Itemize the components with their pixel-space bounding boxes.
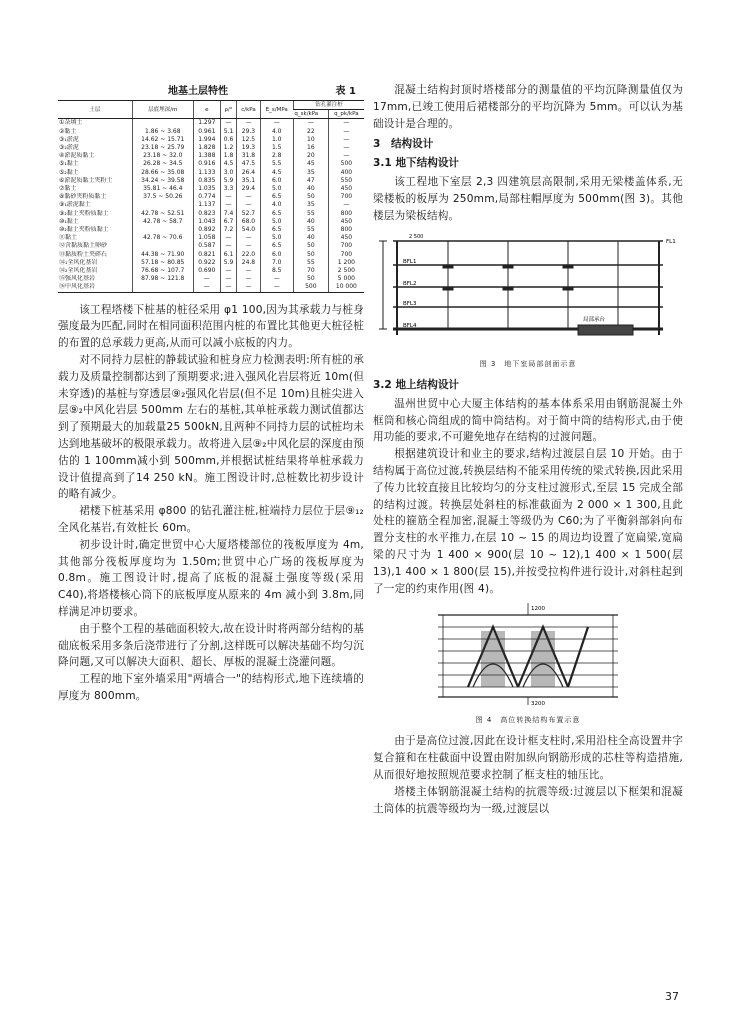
table-cell: 3.3	[220, 185, 237, 193]
col-pile-group: 钻孔灌注桩	[293, 101, 364, 110]
table-title-row	[58, 82, 364, 96]
table-cell: 700	[328, 242, 364, 250]
table-cell: 40	[293, 185, 328, 193]
table-cell: 54.0	[237, 226, 260, 234]
table-cell: 1.035	[193, 185, 220, 193]
table-cell: ⑧黏砂夹粉质黏土	[59, 193, 107, 201]
table-cell: ③₂淤泥	[59, 144, 79, 152]
table-cell: ⑬黏质粉土夹碎石	[59, 250, 108, 258]
table-row	[58, 136, 364, 144]
table-row	[58, 152, 364, 160]
bfl3-label: BFL3	[403, 300, 417, 307]
table-cell: 68.0	[237, 218, 260, 226]
table-cell: —	[237, 193, 260, 201]
figure-4	[373, 601, 683, 725]
table-cell: ⑮强风化基岩	[59, 275, 96, 283]
table-cell: 26.28 ~ 34.5	[132, 160, 193, 168]
table-cell: 400	[328, 169, 364, 177]
paragraph: 由于是高位过渡,因此在设计框支柱时,采用沿柱全高设置井字复合箍和在柱截面中设置由附加纵向钢筋形成的芯柱等构造措施,从而很好地按照规范要求控制了框支柱的轴压比。	[373, 735, 683, 781]
table-row	[58, 283, 364, 292]
table-cell: ⑦黏土	[59, 185, 77, 193]
section-heading-3-2: 3.2 地上结构设计	[373, 378, 460, 391]
left-column	[58, 82, 364, 705]
table-cell: 35.1	[237, 177, 260, 185]
paragraph: 由于整个工程的基础面积较大,故在设计时将两部分结构的基础底板采用多条后浇带进行了分割,这样既可以解决基础不均匀沉降问题,又可以解决大面积、超长、厚板的混凝土浇灌问题。	[58, 622, 364, 669]
table-cell	[132, 226, 193, 234]
table-label: 表 1	[335, 86, 356, 97]
table-cell: 1.058	[193, 234, 220, 242]
table-cell: 8.5	[260, 267, 293, 275]
fl1-label: FL1	[666, 238, 676, 245]
table-row	[58, 242, 364, 250]
paragraph: 对不同持力层桩的静载试验和桩身应力检测表明:所有桩的承载力及质量控制都达到了预期要求;进入强风化岩层将近 10m(但未穿透)的基桩与穿透层⑨₂强风化岩层(但不足 10m)且桩尖进入层⑨₂中风化岩层 500mm 左右的基桩,其单桩承载力测试值都达到了预期最大的加载量25 500kN,且两种不同持力层的试桩均未达到地基破坏的极限承载力。故将进入层⑨₂中风化层的深度由预估的 1 100mm减小到 500mm,并根据试桩结果将单桩承载力设计值提高到了14 250 kN。施工图设计时,总桩数比初步设计的略有减少。	[58, 354, 364, 501]
table-cell: 57.18 ~ 80.85	[132, 259, 193, 267]
table-cell: 7.4	[220, 210, 237, 218]
paragraph: 混凝土结构封顶时塔楼部分的测量值的平均沉降测量值仅为 17mm,已竣工使用后裙楼部分的平均沉降为 5mm。可以认为基础设计是合理的。	[373, 84, 683, 130]
table-cell: 47.5	[237, 160, 260, 168]
table-cell: —	[220, 119, 237, 128]
table-row	[58, 259, 364, 267]
col-c: c/kPa	[237, 101, 260, 119]
table-cell: 10	[293, 136, 328, 144]
table-cell: 42.78 ~ 52.51	[132, 210, 193, 218]
table-cell: 0.774	[193, 193, 220, 201]
table-cell: 5.0	[260, 185, 293, 193]
table-cell: 44.38 ~ 71.90	[132, 251, 193, 259]
table-cell: 1.297	[193, 119, 220, 128]
table-cell: 29.3	[237, 128, 260, 136]
figure-3	[373, 229, 683, 369]
table-cell: —	[237, 201, 260, 209]
table-cell: 1.8	[220, 152, 237, 160]
table-cell: 6.5	[260, 193, 293, 201]
table-cell: ⑥淤泥质黏土夹粉土	[59, 176, 113, 184]
table-cell: 700	[328, 251, 364, 259]
table-cell: 50	[293, 275, 328, 283]
paragraph: 塔楼主体钢筋混凝土结构的抗震等级:过渡层以下框架和混凝土筒体的抗震等级均为一级,过渡层以	[373, 785, 683, 815]
table-cell: —	[220, 283, 237, 292]
table-cell: 0.823	[193, 210, 220, 218]
col-layer: 土层	[58, 101, 132, 119]
table-title: 地基土层特性	[168, 86, 228, 97]
table-cell: 5.1	[220, 128, 237, 136]
table-cell: 42.78 ~ 58.7	[132, 218, 193, 226]
table-cell: 6.7	[220, 218, 237, 226]
paragraph: 初步设计时,确定世贸中心大厦塔楼部位的筏板厚度为 4m,其他部分筏板厚度均为 1.50m;世贸中心广场的筏板厚度为 0.8m。施工图设计时,提高了底板的混凝土强度等级(采用 C40),将塔楼核心筒下的底板厚度从原来的 4m 减小到 3.8m,同样满足冲切要求。	[58, 538, 364, 619]
table-cell: 5.9	[220, 177, 237, 185]
raft-label: 局部承台	[583, 316, 606, 323]
table-cell: 0.892	[193, 226, 220, 234]
table-cell: 52.7	[237, 210, 260, 218]
table-cell: —	[193, 283, 220, 292]
table-cell: 20	[293, 152, 328, 160]
paragraph: 裙楼下桩基采用 φ800 的钻孔灌注桩,桩端持力层位于层⑨₁₂全风化基岩,有效桩长 60m。	[58, 505, 364, 535]
table-cell: ⑨₂黏土夹粉质黏土	[59, 209, 109, 217]
table-cell: 5.0	[260, 234, 293, 242]
table-cell: 14.62 ~ 15.71	[132, 136, 193, 144]
table-cell: 23.18 ~ 25.79	[132, 144, 193, 152]
right-column	[373, 82, 683, 817]
table-cell: 1.86 ~ 3.68	[132, 128, 193, 136]
table-cell: 6.0	[260, 251, 293, 259]
table-row	[58, 210, 364, 218]
table-cell: —	[237, 119, 260, 128]
table-cell: —	[328, 119, 364, 128]
table-cell: 34.24 ~ 39.58	[132, 177, 193, 185]
table-row	[58, 201, 364, 209]
table-cell: 7.0	[260, 259, 293, 267]
table-cell: ⑭₂全风化基岩	[59, 267, 98, 275]
table-cell: 500	[293, 283, 328, 292]
paragraph: 根据建筑设计和业主的要求,结构过渡层自层 10 开始。由于结构属于高位过渡,转换层结构不能采用传统的梁式转换,因此采用了传力比较直接且比较均匀的分支柱过渡形式,至层 15 完成全部的结构过渡。转换层处斜柱的标准截面为 2 000 × 1 300,且此处柱的箍筋全程加密,混凝土等级仍为 C60;为了平衡斜部斜向布置分支柱的水平推力,在层 10 ~ 15 的周边均设置了宽扁梁,宽扁梁的尺寸为 1 400 × 900(层 10 ~ 12),1 400 × 1 500(层 13),1 400 × 1 800(层 15),并按受拉构件进行设计,对斜柱起到了一定的约束作用(图 4)。	[373, 448, 683, 595]
table-cell: —	[328, 136, 364, 144]
table-row	[58, 193, 364, 201]
page-number: 37	[665, 990, 679, 1003]
table-cell: 55	[293, 259, 328, 267]
table-cell: 55	[293, 210, 328, 218]
table-cell: 42.78 ~ 70.6	[132, 234, 193, 242]
table-cell: —	[237, 275, 260, 283]
table-cell: 800	[328, 226, 364, 234]
bfl4-label: BFL4	[403, 322, 417, 329]
table-cell: 40	[293, 218, 328, 226]
table-row	[58, 267, 364, 275]
figure-4-caption: 图 4 高位转换结构布置示意	[475, 716, 581, 725]
table-cell: 50	[293, 193, 328, 201]
table-cell: ⑭₁全风化基岩	[59, 258, 98, 266]
table-cell: 2 500	[328, 267, 364, 275]
table-cell: —	[220, 201, 237, 209]
bfl1-label: BFL1	[403, 258, 417, 265]
table-cell: 50	[293, 242, 328, 250]
table-cell	[132, 119, 193, 128]
table-cell: 1.0	[260, 136, 293, 144]
table-cell: 0.961	[193, 128, 220, 136]
table-cell: 1.043	[193, 218, 220, 226]
table-cell: 550	[328, 177, 364, 185]
table-cell: 6.1	[220, 251, 237, 259]
table-cell: 2.8	[260, 152, 293, 160]
table-cell: —	[193, 275, 220, 283]
table-cell: 45	[293, 160, 328, 168]
table-row	[58, 169, 364, 177]
table-cell: 0.587	[193, 242, 220, 250]
table-cell: —	[260, 275, 293, 283]
table-cell: 1.388	[193, 152, 220, 160]
table-cell: —	[260, 283, 293, 292]
table-cell: —	[328, 128, 364, 136]
section-heading-3-1: 3.1 地下结构设计	[373, 157, 460, 170]
table-cell: 5.5	[260, 160, 293, 168]
dimension-label: 2 500	[409, 233, 424, 240]
table-cell: 19.3	[237, 144, 260, 152]
table-cell	[132, 283, 193, 292]
table-cell: ⑫含黏质黏土卵砂	[59, 242, 108, 250]
table-cell: —	[260, 119, 293, 128]
table-cell: 5.0	[260, 218, 293, 226]
table-cell: 1.137	[193, 201, 220, 209]
table-cell: 0.821	[193, 251, 220, 259]
col-e: e	[193, 101, 220, 119]
table-cell: 6.0	[260, 177, 293, 185]
table-cell: 5 000	[328, 275, 364, 283]
table-cell: ⑯中风化基岩	[58, 283, 132, 292]
table-cell: —	[237, 242, 260, 250]
table-row	[58, 177, 364, 185]
table-row	[58, 218, 364, 226]
table-cell: —	[328, 201, 364, 209]
table-cell: 29.4	[237, 185, 260, 193]
table-cell: 70	[293, 267, 328, 275]
table-cell: 1.133	[193, 169, 220, 177]
table-cell: —	[237, 234, 260, 242]
col-qp: q_pk/kPa	[328, 110, 364, 119]
table-cell: 50	[293, 251, 328, 259]
fig4-bottom-label: 3200	[531, 701, 545, 708]
table-cell: 1.994	[193, 136, 220, 144]
paragraph: 该工程塔楼下桩基的桩径采用 φ1 100,因为其承载力与桩身强度最为匹配,同时在相同面积范围内桩的布置比其他更大桩径桩的布置的总承载力更高,从而可以减小底板的内力。	[58, 303, 364, 350]
table-cell: 1.828	[193, 144, 220, 152]
table-cell	[132, 242, 193, 250]
table-cell: —	[237, 283, 260, 292]
table-cell: 4.5	[260, 169, 293, 177]
table-cell: 1.5	[260, 144, 293, 152]
table-cell: 6.5	[260, 242, 293, 250]
table-cell: 37.5 ~ 50.26	[132, 193, 193, 201]
table-cell: —	[293, 119, 328, 128]
table-row	[58, 144, 364, 152]
table-cell: 6.5	[260, 226, 293, 234]
table-cell: ⑩₁黏土	[59, 217, 79, 225]
table-cell: 4.0	[260, 201, 293, 209]
table-row	[58, 160, 364, 168]
table-cell: —	[220, 193, 237, 201]
table-cell: 76.68 ~ 107.7	[132, 267, 193, 275]
col-depth: 层底埋深/m	[132, 101, 193, 119]
table-cell: 10 000	[328, 283, 364, 292]
table-cell: 35.81 ~ 46.4	[132, 185, 193, 193]
bfl2-label: BFL2	[403, 280, 417, 287]
table-cell: 87.98 ~ 121.8	[132, 275, 193, 283]
table-row	[58, 119, 364, 128]
table-cell: 0.835	[193, 177, 220, 185]
table-cell: 4.5	[220, 160, 237, 168]
table-cell: ②黏土	[59, 127, 77, 135]
table-cell: 24.8	[237, 259, 260, 267]
table-cell: ⑤₂黏土	[59, 168, 79, 176]
table-cell: 35	[293, 201, 328, 209]
table-cell: 3.0	[220, 169, 237, 177]
table-cell: ⑤₁黏土	[59, 160, 79, 168]
table-cell: —	[220, 267, 237, 275]
table-cell: 6.5	[260, 210, 293, 218]
col-rho: ρ/°	[220, 101, 237, 119]
table-cell: —	[220, 242, 237, 250]
table-row	[58, 275, 364, 283]
table-cell: —	[220, 234, 237, 242]
table-cell: ③₁淤泥	[59, 135, 79, 143]
col-qs: q_sk/kPa	[293, 110, 328, 119]
table-cell: 0.690	[193, 267, 220, 275]
table-cell: 450	[328, 234, 364, 242]
table-cell: —	[237, 267, 260, 275]
table-cell: 47	[293, 177, 328, 185]
table-cell: 7.2	[220, 226, 237, 234]
table-cell: ⑩₂黏土夹粉质黏土	[59, 226, 109, 234]
table-cell: 40	[293, 234, 328, 242]
table-cell	[132, 201, 193, 209]
table-cell: 0.916	[193, 160, 220, 168]
table-row	[58, 128, 364, 136]
paragraph: 该工程地下室层 2,3 四建筑层高限制,采用无梁楼盖体系,无梁楼板的板厚为 250mm,局部柱帽厚度为 500mm(图 3)。其他楼层为梁板结构。	[373, 176, 683, 222]
table-cell: 700	[328, 193, 364, 201]
table-cell: 0.6	[220, 136, 237, 144]
table-row	[58, 234, 364, 242]
table-cell: 12.5	[237, 136, 260, 144]
table-cell: —	[328, 152, 364, 160]
table-cell: 450	[328, 185, 364, 193]
table-cell: 26.4	[237, 169, 260, 177]
table-cell: 5.9	[220, 259, 237, 267]
table-cell: ④淤泥质黏土	[59, 152, 95, 160]
paragraph: 工程的地下室外墙采用"两墙合一"的结构形式,地下连续墙的厚度为 800mm。	[58, 673, 364, 702]
transfer-structure-diagram	[373, 601, 683, 707]
table-cell: 22.0	[237, 251, 260, 259]
table-cell: 28.66 ~ 35.08	[132, 169, 193, 177]
col-es: E_s/MPa	[260, 101, 293, 119]
table-cell: 23.18 ~ 32.0	[132, 152, 193, 160]
table-row	[58, 251, 364, 259]
table-cell: 31.8	[237, 152, 260, 160]
table-cell: 500	[328, 160, 364, 168]
left-body-text	[58, 302, 364, 705]
table-row	[58, 226, 364, 234]
table-row	[58, 185, 364, 193]
table-cell: ⑪黏土	[59, 234, 78, 242]
figure-3-caption: 图 3 地下室局部剖面示意	[479, 359, 577, 368]
table-cell: 800	[328, 210, 364, 218]
fig4-top-label: 1200	[531, 606, 545, 613]
table-cell: 1 200	[328, 259, 364, 267]
table-cell: 16	[293, 144, 328, 152]
table-cell: ⑨₁淤泥黏土	[59, 201, 91, 209]
table-cell: 22	[293, 128, 328, 136]
soil-properties-table	[58, 100, 364, 293]
table-cell: 35	[293, 169, 328, 177]
section-heading-3: 3 结构设计	[373, 138, 434, 151]
table-cell: 55	[293, 226, 328, 234]
table-cell: —	[220, 275, 237, 283]
table-cell: 450	[328, 218, 364, 226]
table-cell: 0.922	[193, 259, 220, 267]
table-cell: 4.0	[260, 128, 293, 136]
table-cell: —	[328, 144, 364, 152]
soil-table-body	[58, 119, 364, 292]
paragraph: 温州世贸中心大厦主体结构的基本体系采用由钢筋混凝土外框筒和核心筒组成的简中筒结构。对于简中筒的结构形式,由于使用功能的要求,不可避免地存在结构的过渡问题。	[373, 397, 683, 444]
table-cell: ①杂填土	[59, 119, 83, 127]
table-cell: 1.2	[220, 144, 237, 152]
basement-section-diagram	[373, 229, 683, 351]
